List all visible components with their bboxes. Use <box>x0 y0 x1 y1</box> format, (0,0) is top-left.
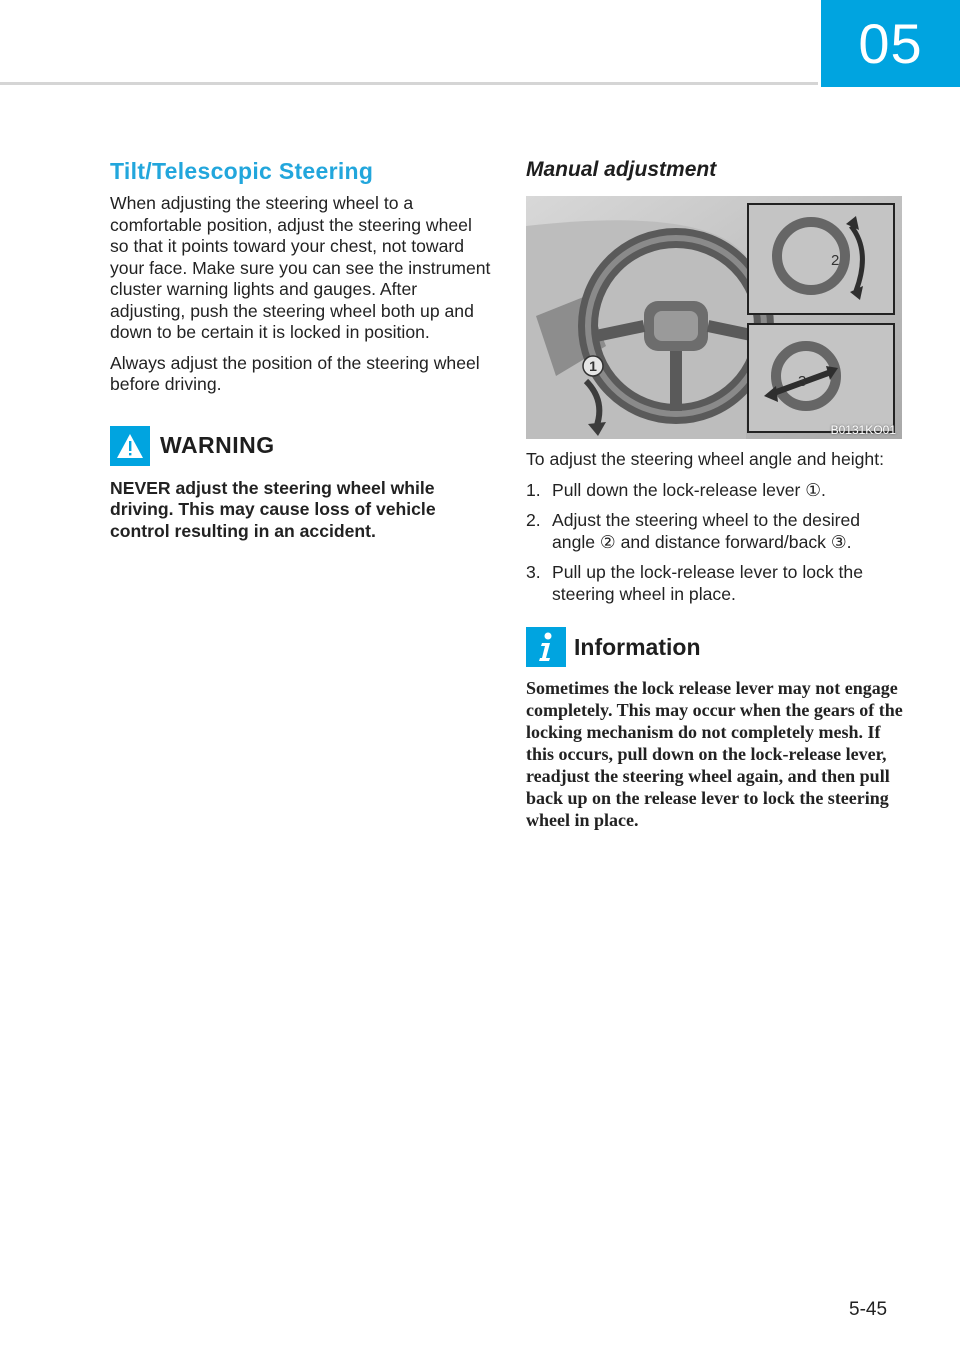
steps-intro: To adjust the steering wheel angle and height: <box>526 449 884 469</box>
steering-wheel-illustration <box>526 196 902 439</box>
body-paragraph-1: When adjusting the steering wheel to a comfortable position, adjust the steering wheel so that it points toward your chest, not toward your face. Make sure you can see the instrument cluster warning lights and gauges. After adjusting, push the steering wheel both up and down to be certain it is locked in position. <box>110 193 491 342</box>
step-2 <box>526 510 906 553</box>
information-text: Sometimes the lock release lever may not engage completely. This may occur when the gears of the locking mechanism do not completely mesh. If this occurs, pull down on the lock-release lever, readjust the steering wheel again, and then pull back up on the release lever to lock the steering wheel in place. <box>526 678 903 830</box>
right-column <box>526 158 906 831</box>
section-title: Tilt/Telescopic Steering <box>110 158 374 184</box>
warning-header <box>110 426 495 466</box>
information-title: Information <box>574 633 701 660</box>
callout-3: 3 <box>798 373 807 390</box>
page-number: 5-45 <box>849 1299 888 1320</box>
warning-text: NEVER adjust the steering wheel while driving. This may cause loss of vehicle control resulting in an accident. <box>110 477 436 541</box>
subsection-title: Manual adjustment <box>526 158 717 181</box>
information-header <box>526 627 906 667</box>
step-text: Pull down the lock-release lever ①. <box>552 479 826 500</box>
step-text: Adjust the steering wheel to the desired angle ② and distance forward/back ③. <box>552 510 861 552</box>
warning-title: WARNING <box>160 432 275 458</box>
body-paragraph-2: Always adjust the position of the steering wheel before driving. <box>110 352 480 394</box>
info-icon <box>526 627 566 667</box>
steps-list <box>526 480 906 606</box>
left-column <box>110 158 495 542</box>
step-number: 3. <box>526 562 541 582</box>
header-rule <box>0 82 818 85</box>
callout-2: 2 <box>831 252 840 269</box>
step-number: 1. <box>526 479 541 500</box>
figure-code: B0131KO01 <box>830 423 896 437</box>
step-3 <box>526 562 906 605</box>
step-text: Pull up the lock-release lever to lock the steering wheel in place. <box>552 562 863 604</box>
callout-1: 1 <box>589 358 597 374</box>
warning-triangle-icon <box>110 426 150 466</box>
step-1 <box>526 480 906 502</box>
step-number: 2. <box>526 510 541 530</box>
chapter-tab: 05 <box>821 0 960 87</box>
steering-adjustment-figure <box>526 196 902 439</box>
